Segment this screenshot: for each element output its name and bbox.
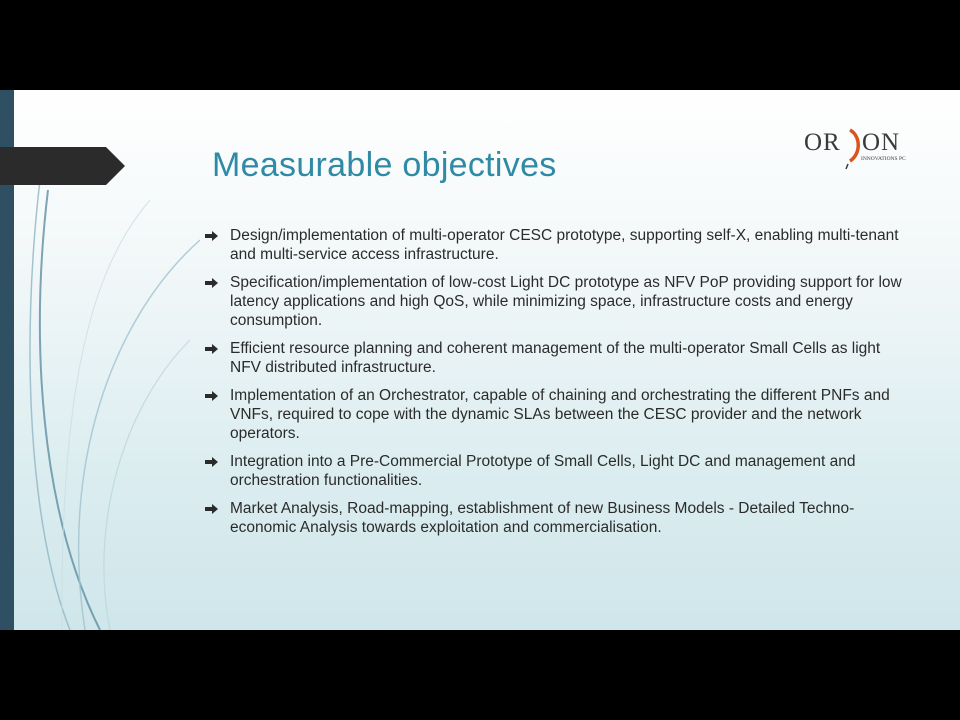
orion-logo xyxy=(803,128,923,170)
bullet-text: Specification/implementation of low-cost Light DC prototype as NFV PoP providing support for low latency applications and high QoS, while minimizing space, infrastructure costs and energy consumption. xyxy=(230,274,902,329)
list-item xyxy=(205,386,905,443)
bullet-text: Integration into a Pre-Commercial Prototype of Small Cells, Light DC and management and orchestration functionalities. xyxy=(230,453,856,489)
bullet-list xyxy=(205,226,905,546)
logo-text-right: ON xyxy=(862,129,901,156)
slide xyxy=(0,90,960,630)
arrow-tab-icon xyxy=(0,147,125,185)
list-item xyxy=(205,452,905,490)
arrow-bullet-icon xyxy=(205,231,218,241)
arrow-bullet-icon xyxy=(205,278,218,288)
logo-subtitle: INNOVATIONS PC xyxy=(861,156,906,162)
bullet-text: Design/implementation of multi-operator CESC prototype, supporting self-X, enabling multi-tenant and multi-service access infrastructure. xyxy=(230,227,899,263)
bullet-text: Market Analysis, Road-mapping, establishment of new Business Models - Detailed Techno-economic Analysis towards exploitation and commercialisation. xyxy=(230,500,855,536)
list-item xyxy=(205,273,905,330)
slide-title: Measurable objectives xyxy=(212,146,557,184)
list-item xyxy=(205,499,905,537)
arrow-bullet-icon xyxy=(205,391,218,401)
bullet-text: Efficient resource planning and coherent management of the multi-operator Small Cells as light NFV distributed infrastructure. xyxy=(230,340,881,376)
bullet-text: Implementation of an Orchestrator, capable of chaining and orchestrating the different PNFs and VNFs, required to cope with the dynamic SLAs between the CESC provider and the network operators. xyxy=(230,387,890,442)
arrow-bullet-icon xyxy=(205,504,218,514)
logo-text-left: OR xyxy=(804,129,841,156)
list-item xyxy=(205,226,905,264)
list-item xyxy=(205,339,905,377)
arrow-bullet-icon xyxy=(205,344,218,354)
arrow-bullet-icon xyxy=(205,457,218,467)
